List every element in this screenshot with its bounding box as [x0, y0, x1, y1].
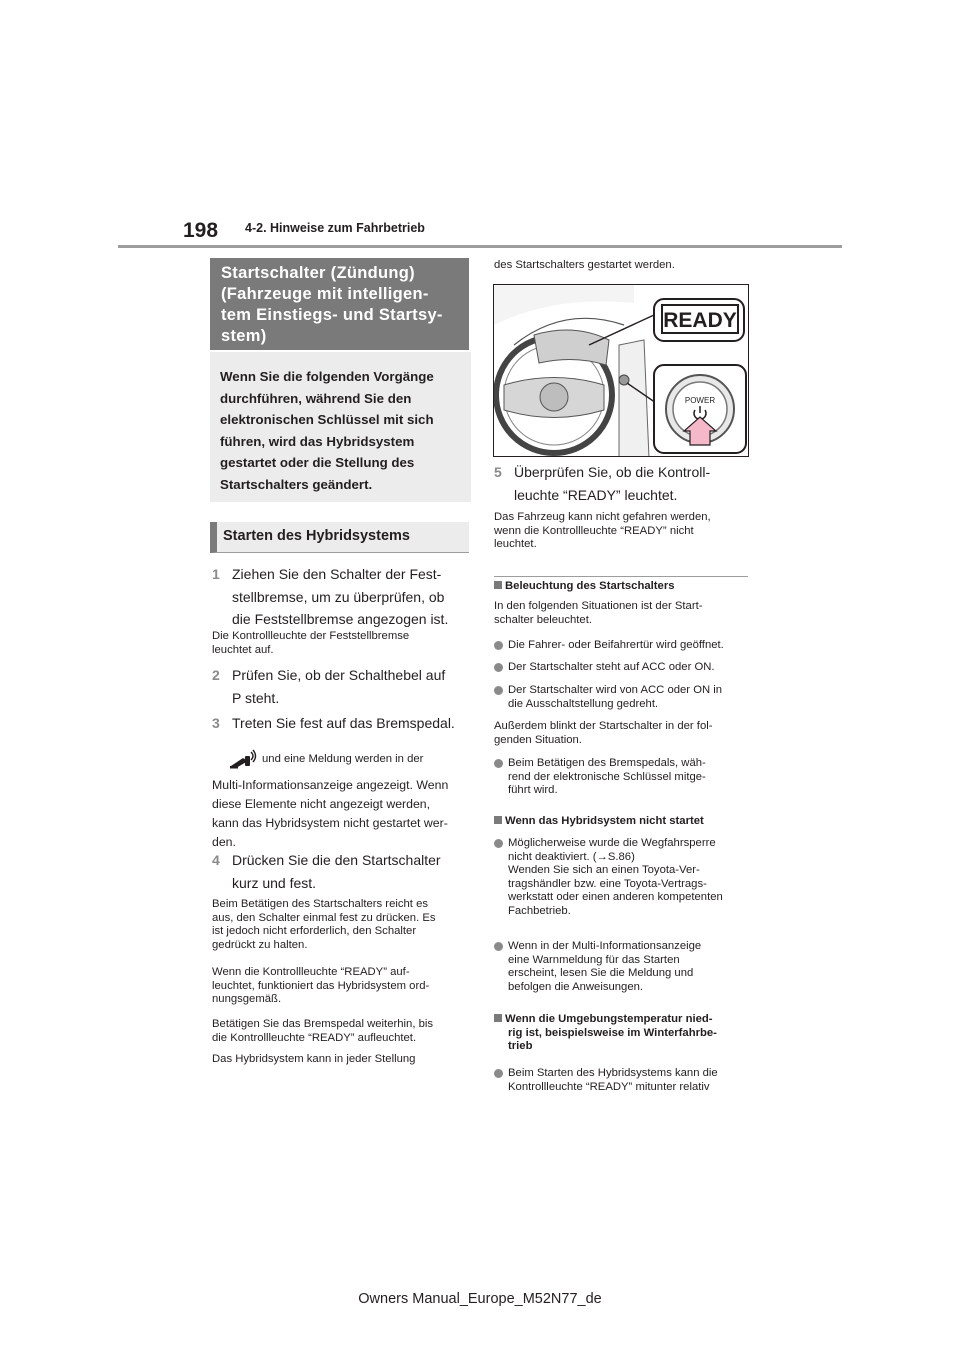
item-line: befolgen die Anweisungen.: [508, 980, 644, 993]
item-line: Wenden Sie sich an einen Toyota-Ver-: [508, 864, 700, 876]
icon-note: und eine Meldung werden in der: [262, 753, 424, 765]
para-line: ist jedoch nicht erforderlich, den Schalter: [212, 925, 417, 937]
title-line: Startschalter (Zündung): [221, 264, 415, 282]
step-line: Überprüfen Sie, ob die Kontroll-: [514, 464, 711, 480]
step-3: [212, 712, 474, 735]
note-line: Multi-Informationsanzeige angezeigt. Wenn: [212, 778, 449, 792]
step-5: [494, 461, 752, 506]
para-line: aus, den Schalter einmal fest zu drücken. Es: [212, 911, 436, 924]
header-rule: [118, 245, 842, 248]
step-line: Drücken Sie die den Startschalter: [232, 852, 441, 868]
item-line: erscheint, lesen Sie die Meldung und: [508, 967, 694, 979]
step-line: Prüfen Sie, ob der Schalthebel auf: [232, 667, 446, 683]
para-line: Das Hybridsystem kann in jeder Stellung: [212, 1053, 416, 1065]
step-number: 1: [212, 566, 220, 582]
note-line: Das Fahrzeug kann nicht gefahren werden,: [494, 511, 711, 523]
step-line: P steht.: [232, 689, 280, 706]
para-line: In den folgenden Situationen ist der Start-: [494, 600, 703, 612]
chapter-title-box: [210, 258, 469, 350]
heading-text: rig ist, beispielsweise im Winterfahrbe-: [508, 1026, 717, 1039]
title-line: tem Einstiegs- und Startsy-: [221, 306, 443, 324]
list-item: [494, 1067, 752, 1094]
intro-line: elektronischen Schlüssel mit sich: [220, 412, 434, 428]
square-bullet-icon: [494, 816, 502, 824]
circle-bullet-icon: [494, 839, 503, 848]
ready-indicator-label: READY: [663, 309, 737, 332]
para-line: gedrückt zu halten.: [212, 938, 308, 951]
circle-bullet-icon: [494, 641, 503, 650]
item-line: tragshändler bzw. eine Toyota-Vertrags-: [508, 877, 707, 890]
step-line: kurz und fest.: [232, 874, 317, 891]
note-line: kann das Hybridsystem nicht gestartet wer-: [212, 816, 448, 830]
title-line: stem): [221, 327, 267, 345]
note-5: [494, 511, 752, 552]
item-line: werkstatt oder einen anderen kompetenten: [508, 891, 723, 903]
item-line: Beim Starten des Hybridsystems kann die: [508, 1067, 718, 1079]
item-line: Fachbetrieb.: [508, 904, 571, 917]
paragraph: [212, 1018, 474, 1045]
step-line: Treten Sie fest auf das Bremspedal.: [232, 715, 455, 731]
note-line: leuchtet auf.: [212, 643, 274, 656]
para-line: schalter beleuchtet.: [494, 613, 592, 626]
paragraph: [212, 898, 474, 952]
item-line: Der Startschalter wird von ACC oder ON in: [508, 684, 723, 696]
topic-heading: [494, 1013, 752, 1054]
circle-bullet-icon: [494, 1069, 503, 1078]
topic-heading: [494, 580, 752, 594]
step-2: [212, 664, 474, 709]
step-line: die Feststellbremse angezogen ist.: [232, 611, 449, 627]
item-line: Die Fahrer- oder Beifahrertür wird geöffnet.: [508, 639, 724, 651]
item-line: Der Startschalter steht auf ACC oder ON.: [508, 661, 715, 673]
para-line: Wenn die Kontrollleuchte “READY” auf-: [212, 966, 410, 978]
note-line: wenn die Kontrollleuchte “READY” nicht: [494, 524, 694, 537]
continuation-text: des Startschalters gestartet werden.: [494, 259, 675, 271]
list-item: [494, 837, 752, 918]
para-line: Beim Betätigen des Startschalters reicht es: [212, 898, 428, 910]
para-line: Außerdem blinkt der Startschalter in der fol-: [494, 720, 713, 732]
para-line: nungsgemäß.: [212, 993, 282, 1005]
list-item: [494, 684, 752, 711]
note-line: diese Elemente nicht angezeigt werden,: [212, 797, 431, 811]
list-item: [494, 940, 752, 994]
subheading: Starten des Hybridsystems: [210, 522, 469, 553]
square-bullet-icon: [494, 581, 502, 589]
step-4: [212, 849, 474, 894]
circle-bullet-icon: [494, 686, 503, 695]
intro-line: Startschalters geändert.: [220, 476, 373, 492]
circle-bullet-icon: [494, 942, 503, 951]
brake-pedal-icon: [229, 749, 259, 769]
note-3: [212, 776, 474, 852]
step-line: stellbremse, um zu überprüfen, ob: [232, 588, 445, 605]
item-line: Wenn in der Multi-Informationsanzeige: [508, 940, 702, 952]
item-line: Möglicherweise wurde die Wegfahrsperre: [508, 837, 716, 849]
paragraph: [494, 600, 752, 627]
step-number: 5: [494, 464, 502, 480]
heading-text: Beleuchtung des Startschalters: [505, 580, 675, 592]
square-bullet-icon: [494, 1014, 502, 1022]
topic-heading: [494, 815, 752, 829]
page-number: 198: [183, 219, 219, 242]
note-line: den.: [212, 835, 236, 849]
item-line: eine Warnmeldung für das Starten: [508, 953, 680, 966]
intro-box: [210, 352, 471, 502]
note-line: Die Kontrollleuchte der Feststellbremse: [212, 630, 410, 642]
paragraph: [212, 966, 474, 1007]
intro-line: führen, wird das Hybridsystem: [220, 433, 415, 449]
step-line: Ziehen Sie den Schalter der Fest-: [232, 566, 442, 582]
paragraph: [212, 1053, 474, 1067]
note-line: leuchtet.: [494, 538, 537, 550]
list-item: [494, 757, 752, 798]
step-line: leuchte “READY” leuchtet.: [514, 486, 678, 503]
title-line: (Fahrzeuge mit intelligen-: [221, 285, 429, 303]
para-line: Betätigen Sie das Bremspedal weiterhin, bis: [212, 1018, 434, 1030]
list-item: [494, 639, 752, 653]
dashboard-illustration: [493, 284, 749, 457]
item-line: rend der elektronische Schlüssel mitge-: [508, 770, 706, 783]
paragraph: [494, 720, 752, 747]
circle-bullet-icon: [494, 663, 503, 672]
circle-bullet-icon: [494, 759, 503, 768]
para-line: leuchtet, funktioniert das Hybridsystem ord-: [212, 979, 430, 992]
note-1: [212, 630, 472, 657]
item-line: Beim Betätigen des Bremspedals, wäh-: [508, 757, 706, 769]
list-item: [494, 661, 752, 675]
item-line: die Ausschaltstellung gedreht.: [508, 697, 659, 710]
section-title: 4-2. Hinweise zum Fahrbetrieb: [245, 221, 425, 235]
page-footer: Owners Manual_Europe_M52N77_de: [358, 1291, 602, 1307]
heading-text: Wenn die Umgebungstemperatur nied-: [505, 1013, 713, 1025]
heading-text: trieb: [508, 1040, 533, 1052]
heading-text: Wenn das Hybridsystem nicht startet: [505, 815, 704, 827]
step-number: 2: [212, 667, 220, 683]
intro-line: gestartet oder die Stellung des: [220, 455, 415, 471]
item-line: führt wird.: [508, 784, 558, 796]
step-number: 4: [212, 852, 220, 868]
intro-line: Wenn Sie die folgenden Vorgänge: [220, 369, 434, 384]
divider: [494, 576, 748, 577]
intro-line: durchführen, während Sie den: [220, 390, 412, 406]
para-line: genden Situation.: [494, 733, 582, 746]
step-number: 3: [212, 715, 220, 731]
para-line: die Kontrollleuchte “READY” aufleuchtet.: [212, 1031, 417, 1044]
power-button-label: POWER: [684, 396, 716, 405]
item-line: nicht deaktiviert. (→S.86): [508, 850, 635, 863]
item-line: Kontrollleuchte “READY” mitunter relativ: [508, 1080, 710, 1093]
step-1: [212, 563, 474, 631]
